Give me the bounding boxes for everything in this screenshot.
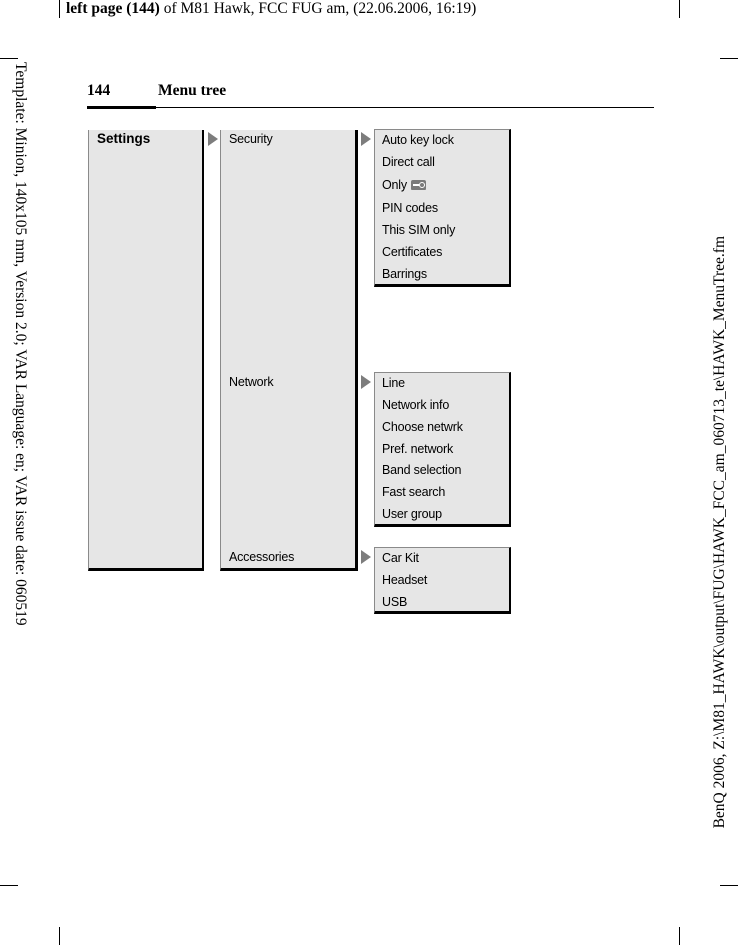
menu-item-car-kit: Car Kit (382, 551, 419, 565)
crop-mark-bottom-left (59, 927, 60, 945)
menu-level-1-box (88, 130, 204, 571)
menu-level-2-box (220, 130, 358, 571)
accessories-submenu-box (374, 547, 511, 614)
arrow-right-icon (361, 375, 371, 389)
network-submenu-box (374, 372, 511, 527)
crop-mark-left-bottom (0, 885, 18, 886)
submenu-network: Network (229, 375, 274, 389)
submenu-accessories: Accessories (229, 550, 295, 564)
menu-item-choose-network: Choose netwrk (382, 420, 463, 434)
menu-item-usb: USB (382, 595, 408, 609)
crop-mark-top-right (679, 0, 680, 18)
security-submenu-box (374, 129, 511, 287)
menu-item-only (382, 177, 426, 193)
menu-item-this-sim-only: This SIM only (382, 223, 456, 237)
header-rule (87, 107, 654, 108)
menu-item-line: Line (382, 376, 405, 390)
crop-mark-right-top (720, 58, 738, 59)
menu-item-headset: Headset (382, 573, 428, 587)
crop-mark-left-top (0, 58, 18, 59)
crop-mark-bottom-right (679, 927, 680, 945)
menu-item-pref-network: Pref. network (382, 442, 454, 456)
header-rule-accent (87, 106, 156, 109)
crop-mark-top-left (59, 0, 60, 18)
menu-item-barrings: Barrings (382, 267, 427, 281)
menu-item-network-info: Network info (382, 398, 450, 412)
menu-root-settings: Settings (97, 131, 151, 146)
slug-doc-info: of M81 Hawk, FCC FUG am, (22.06.2006, 16:19) (159, 0, 477, 17)
menu-item-user-group: User group (382, 507, 442, 521)
page-number: 144 (87, 82, 111, 99)
menu-item-pin-codes: PIN codes (382, 201, 438, 215)
slug-page-ref: left page (144) (66, 0, 160, 17)
menu-item-band-selection: Band selection (382, 463, 462, 477)
print-slug (66, 0, 476, 18)
menu-item-direct-call: Direct call (382, 155, 435, 169)
menu-item-fast-search: Fast search (382, 485, 446, 499)
template-info: Template: Minion, 140x105 mm, Version 2.0; VAR Language: en; VAR issue date: 060519 (12, 62, 29, 626)
menu-item-only-label: Only (382, 178, 407, 192)
arrow-right-icon (208, 132, 218, 146)
menu-item-certificates: Certificates (382, 245, 443, 259)
arrow-right-icon (361, 132, 371, 146)
phonebook-key-icon (411, 180, 426, 190)
file-path-info: BenQ 2006, Z:\M81_HAWK\output\FUG\HAWK_FCC_am_060713_te\HAWK_MenuTree.fm (711, 236, 728, 829)
crop-mark-right-bottom (720, 885, 738, 886)
menu-item-auto-key-lock: Auto key lock (382, 133, 454, 147)
section-title: Menu tree (158, 82, 227, 99)
arrow-right-icon (361, 550, 371, 564)
submenu-security: Security (229, 132, 273, 146)
